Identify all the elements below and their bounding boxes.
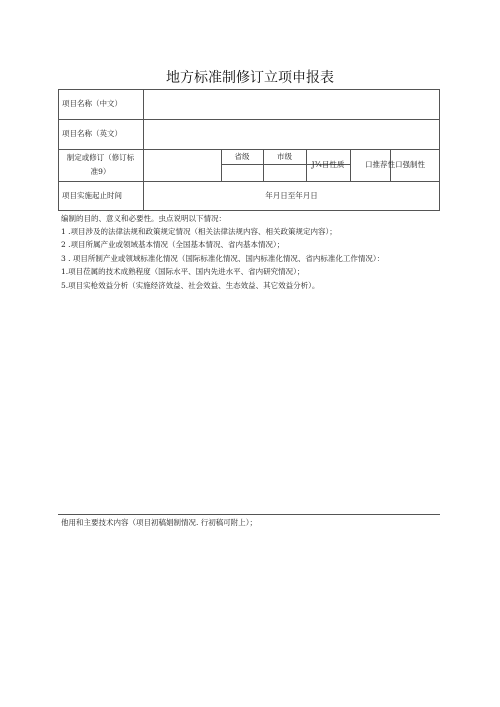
label-project-nature: J¾目性质 [311,160,345,169]
purpose-item: 1 .项目涉及的法律法规和政策规定情况（相关法律法规内容、相关政策规定内容）； [61,227,337,236]
page-title: 地方标准制修订立项申报表 [166,70,334,86]
table-row-divider [58,149,440,150]
label-revision-type-line1: 制定或修订（修订标 [66,153,135,162]
label-province-level: 省级 [234,152,250,161]
technical-content-heading: 他用和主要技术内容（项目初稿娼制情况. 行初稿可附上）； [61,518,258,527]
label-implementation-period: 项目实施起止时间 [62,191,122,200]
table-border-left [58,89,59,211]
purpose-item: 1.项目莅属的技术成熟程度（国际水平、国内先进水平、省内研究情况）； [61,267,305,276]
label-project-name-en: 项目名称（英文） [62,129,122,138]
label-city-level: 市级 [277,152,292,161]
section-divider [58,514,440,515]
purpose-item: 2 .项目所属产业或领域基本情况（全国基本情况、省内基本情况）； [61,240,285,249]
table-row-divider [58,181,440,182]
label-revision-type-line2: 准9） [90,167,111,176]
purpose-item: 5.项目实枪效益分析（实施经济效益、社会效益、生态效益、其它效益分析）。 [61,281,320,290]
purpose-item: 3 . 项目所制产业或领域标准化情况（国际标准化情况、国内标准化情况、省内标准化工作情况）： [61,254,385,263]
table-border-bottom [58,210,440,211]
table-border-top [58,89,440,90]
nature-options: 口推荐性口强制性 [365,160,425,169]
application-form-table [58,89,440,211]
implementation-period-value: 年月日至年月日 [265,191,318,200]
purpose-intro: 编制的目的、意义和必要性。虫点说明以下情况： [61,214,226,223]
label-project-name-cn: 项目名称（中文） [62,99,122,108]
table-row-divider [58,119,440,120]
